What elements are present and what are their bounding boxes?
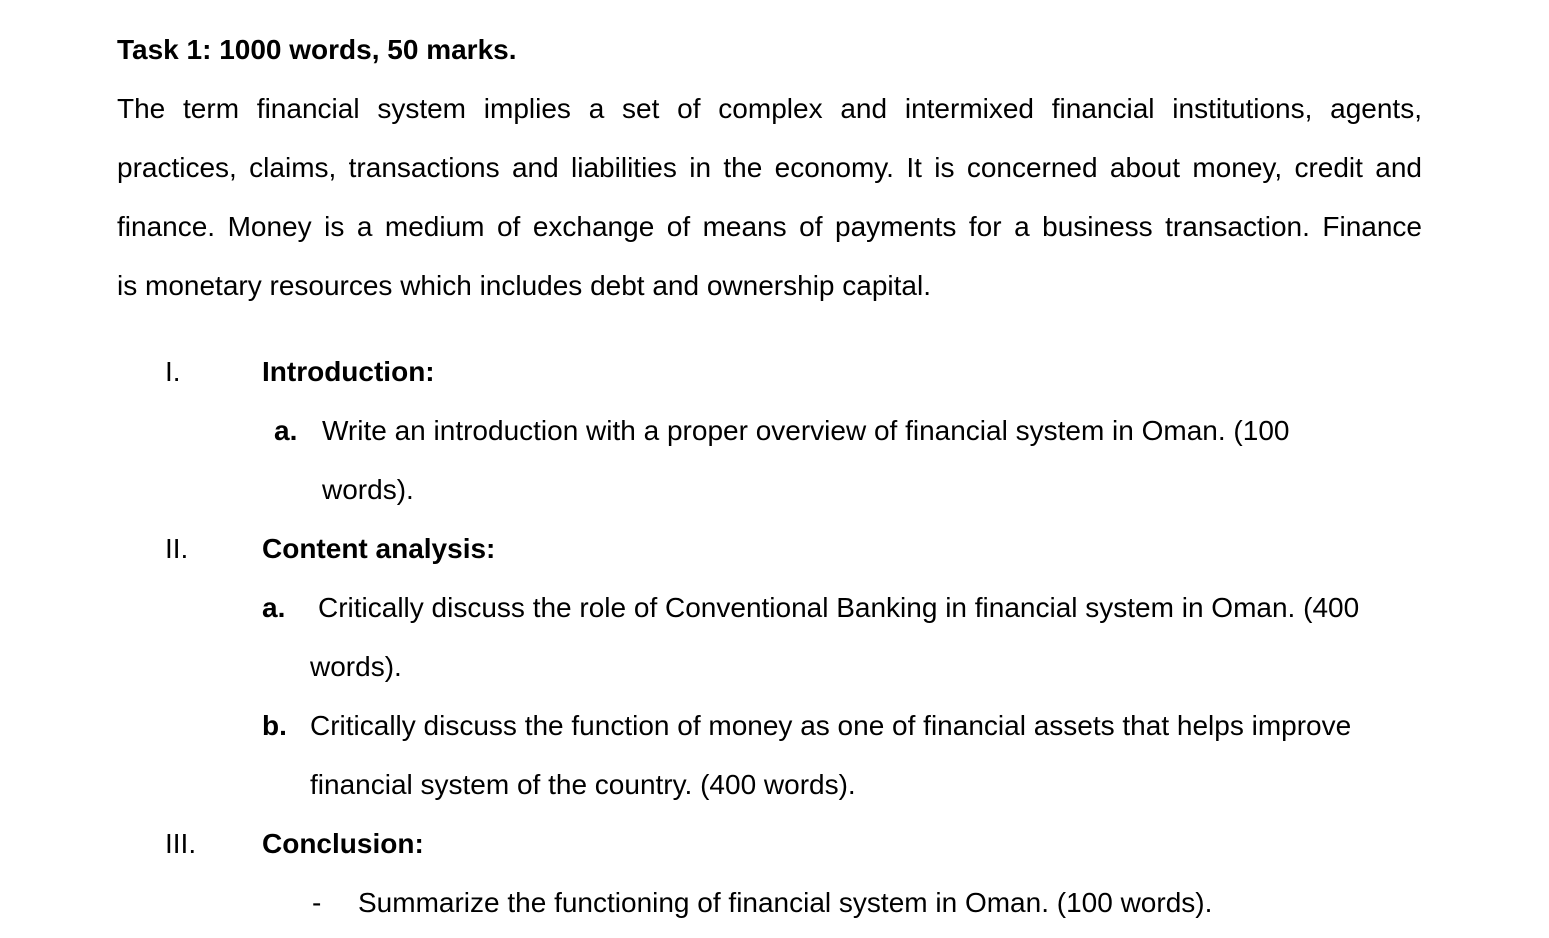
intro-paragraph-line-4: is monetary resources which includes debt and ownership capital. bbox=[117, 270, 931, 301]
item-text-conclusion-line-1: Summarize the functioning of financial system in Oman. (100 words). bbox=[358, 887, 1213, 918]
item-text-content-b-line-1: Critically discuss the function of money as one of financial assets that helps improve bbox=[310, 710, 1352, 741]
section-title-introduction: Introduction: bbox=[262, 356, 435, 387]
item-text-content-b-line-2: financial system of the country. (400 words). bbox=[310, 769, 856, 800]
task-heading: Task 1: 1000 words, 50 marks. bbox=[117, 34, 517, 65]
intro-paragraph-line-1: The term financial system implies a set of complex and intermixed financial institutions, agents, bbox=[117, 93, 1422, 124]
section-title-content-analysis: Content analysis: bbox=[262, 533, 496, 564]
item-marker-content-a: a. bbox=[262, 592, 286, 623]
item-text-introduction-a-line-2: words). bbox=[322, 474, 414, 505]
intro-paragraph-line-3: finance. Money is a medium of exchange of means of payments for a business transaction. Finance bbox=[117, 211, 1422, 242]
item-marker-conclusion-dash: - bbox=[312, 887, 322, 918]
item-marker-introduction-a: a. bbox=[274, 415, 298, 446]
item-text-content-a-line-1: Critically discuss the role of Conventional Banking in financial system in Oman. (400 bbox=[318, 592, 1360, 623]
section-numeral-1: I. bbox=[165, 356, 181, 387]
item-text-introduction-a-line-1: Write an introduction with a proper overview of financial system in Oman. (100 bbox=[322, 415, 1290, 446]
intro-paragraph-line-2: practices, claims, transactions and liabilities in the economy. It is concerned about money, credit and bbox=[117, 152, 1422, 183]
item-text-content-a-line-2: words). bbox=[310, 651, 402, 682]
section-title-conclusion: Conclusion: bbox=[262, 828, 424, 859]
section-numeral-2: II. bbox=[165, 533, 189, 564]
item-marker-content-b: b. bbox=[262, 710, 287, 741]
section-numeral-3: III. bbox=[165, 828, 197, 859]
